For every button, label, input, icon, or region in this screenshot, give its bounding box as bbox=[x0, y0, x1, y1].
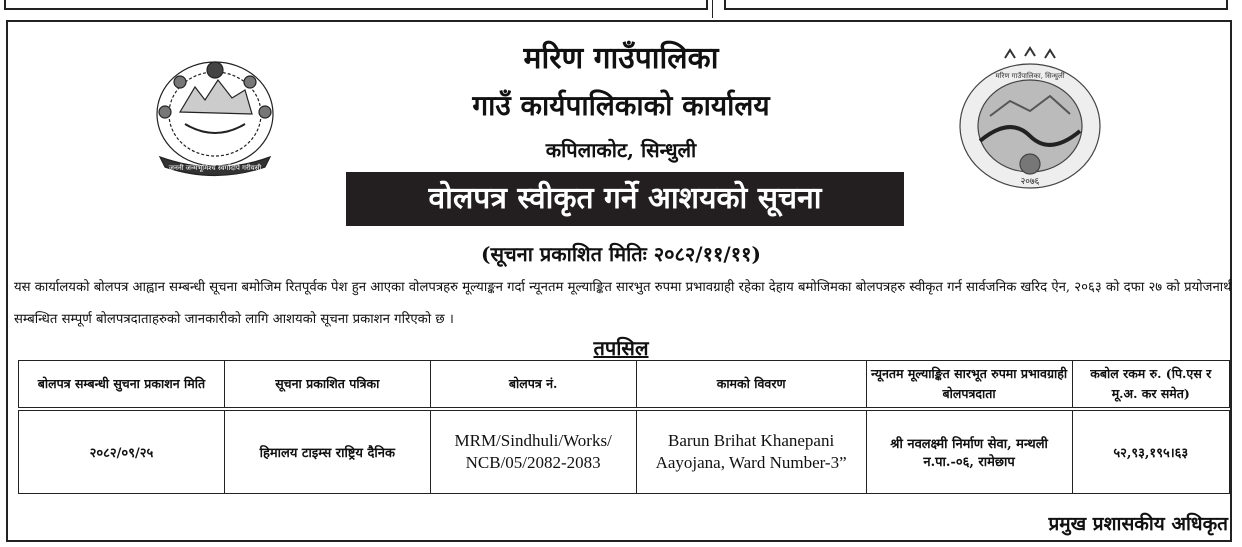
col-header-description: कामको विवरण bbox=[636, 361, 866, 410]
top-strip bbox=[0, 0, 1242, 18]
cell-bid-no: MRM/Sindhuli/Works/ NCB/05/2082-2083 bbox=[430, 409, 636, 494]
emblem-caption: जननी जन्मभूमिश्च स्वर्गादपि गरीयसी bbox=[168, 164, 262, 172]
details-heading-text: तपसिल bbox=[593, 336, 649, 360]
publish-date: (सूचना प्रकाशित मितिः २०८२/११/११) bbox=[481, 242, 761, 266]
logo-caption: मरिण गाउँपालिका, सिन्धुली bbox=[995, 72, 1065, 80]
signatory: प्रमुख प्रशासकीय अधिकृत bbox=[1048, 513, 1228, 535]
office-name: गाउँ कार्यपालिकाको कार्यालय bbox=[472, 89, 770, 122]
bid-table bbox=[18, 360, 1230, 494]
notice-title-banner: वोलपत्र स्वीकृत गर्ने आशयको सूचना bbox=[346, 172, 904, 226]
cell-amount: ५२,९३,१९५।६३ bbox=[1072, 409, 1229, 494]
office-location: कपिलाकोट, सिन्धुली bbox=[545, 138, 697, 162]
table-header-row bbox=[19, 361, 1230, 410]
divider bbox=[712, 0, 713, 18]
col-header-bid-no: बोलपत्र नं. bbox=[430, 361, 636, 410]
cell-description: Barun Brihat Khanepani Aayojana, Ward Number-3” bbox=[636, 409, 866, 494]
table-row bbox=[19, 409, 1230, 494]
col-header-date: बोलपत्र सम्बन्धी सुचना प्रकाशन मिति bbox=[19, 361, 225, 410]
cell-date: २०८२/०९/२५ bbox=[19, 409, 225, 494]
col-header-newspaper: सूचना प्रकाशित पत्रिका bbox=[224, 361, 430, 410]
top-box-right bbox=[724, 0, 1228, 10]
notice-paragraph: यस कार्यालयको बोलपत्र आह्वान सम्बन्धी सूचना बमोजिम रितपूर्वक पेश हुन आएका वोलपत्रहरु मूल्याङ्कन गर्दा न्यूनतम मूल्याङ्कित सारभुत रुपमा प्रभावग्राही रहेका देहाय बमोजिमका बोलपत्रहरु स्वीकृत गर्न सार्वजनिक खरिद ऐन, २०६३ को दफा २७ को प्रयोजनार्थ सम्बन्धित सम्पूर्ण बोलपत्रदाताहरुको जानकारीको लागि आशयको सूचना प्रकाशन गरिएको छ । bbox=[14, 280, 1232, 327]
col-header-bidder: न्यूनतम मूल्याङ्कित सारभूत रुपमा प्रभावग्राही बोलपत्रदाता bbox=[866, 361, 1072, 410]
details-heading bbox=[0, 334, 1242, 361]
top-box-left bbox=[4, 0, 708, 10]
cell-newspaper: हिमालय टाइम्स राष्ट्रिय दैनिक bbox=[224, 409, 430, 494]
cell-bidder: श्री नवलक्ष्मी निर्माण सेवा, मन्थली न.पा.-०६, रामेछाप bbox=[866, 409, 1072, 494]
logo-year: २०७६ bbox=[1020, 177, 1040, 187]
col-header-amount: कबोल रकम रु. (पि.एस र मू.अ. कर समेत) bbox=[1072, 361, 1229, 410]
municipality-name: मरिण गाउँपालिका bbox=[523, 41, 719, 76]
